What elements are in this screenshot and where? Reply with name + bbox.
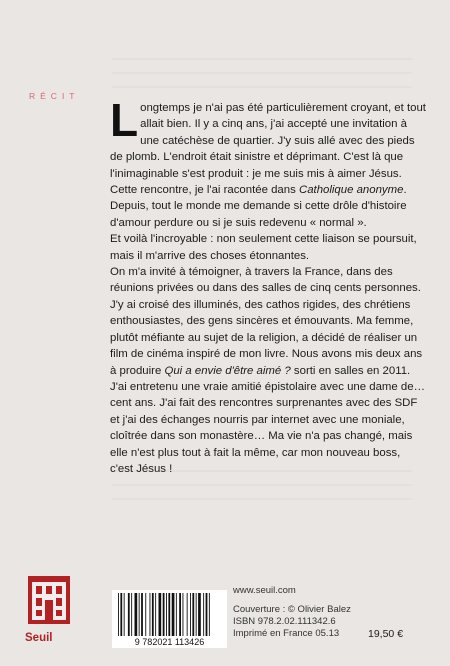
paragraph-1 <box>110 94 426 231</box>
price: 19,50 € <box>368 628 404 640</box>
isbn: ISBN 978.2.02.111342.6 <box>233 616 336 627</box>
paragraph-3-text: On m'a invité à témoigner, à travers la France, dans des réunions privées ou dans des salles de cinq cents personnes. J'y ai croisé des illuminés, des cathos rigides, des chrétiens enthousiastes, des gens sincères et émouvants. Ma femme, plutôt méfiante au sujet de la religion, a décidé de réaliser un film de cinéma inspiré de mon livre. Nous avons mis deux ans à produire <box>110 266 423 377</box>
barcode <box>112 590 227 648</box>
credits-block <box>233 604 351 640</box>
publisher-website[interactable]: www.seuil.com <box>233 585 296 596</box>
section-label: RÉCIT <box>29 91 80 101</box>
barcode-digits: 9 782021 113426 <box>134 637 205 647</box>
seuil-building-logo-icon <box>28 576 70 624</box>
paragraph-1-text: ongtemps je n'ai pas été particulièrement croyant, et tout allait bien. Il y a cinq ans, j'ai accepté une invitation à une catéchèse de quartier. J'y suis allé avec des pieds de plomb. L'endroit était sinistre et déprimant. C'est là que l'inimaginable s'est produit : je me suis mis à aimer Jésus. Cette rencontre, je l'ai racontée dans <box>110 102 426 197</box>
blurb-text <box>110 94 426 477</box>
paragraph-3 <box>110 264 426 461</box>
paragraph-2: Et voilà l'incroyable : non seulement cette liaison se poursuit, mais il m'arrive des choses étonnantes. <box>110 233 417 262</box>
film-title: Qui a envie d'être aimé ? <box>164 364 291 377</box>
print-info: Imprimé en France 05.13 <box>233 628 340 639</box>
cover-credit: Couverture : © Olivier Balez <box>233 604 351 615</box>
drop-cap: L <box>110 94 139 146</box>
paragraph-1-end: . Depuis, tout le monde me demande si cette drôle d'histoire d'amour perdure ou si je suis redevenu « normal ». <box>110 184 407 229</box>
bleed-through-lines-top <box>112 58 412 60</box>
publisher-name: Seuil <box>25 632 53 644</box>
paragraph-3-end: sorti en salles en 2011. J'ai entretenu une vraie amitié épistolaire avec une dame de… cent ans. J'ai fait des rencontres surprenantes avec des SDF et j'ai des échanges nourris par internet avec une moniale, cloîtrée dans son monastère… Ma vie n'a pas changé, mais elle n'est plus tout à fait la même, car mon nouveau boss, <box>110 364 425 459</box>
closing-line: c'est Jésus ! <box>110 462 173 475</box>
book-title: Catholique anonyme <box>298 184 404 197</box>
